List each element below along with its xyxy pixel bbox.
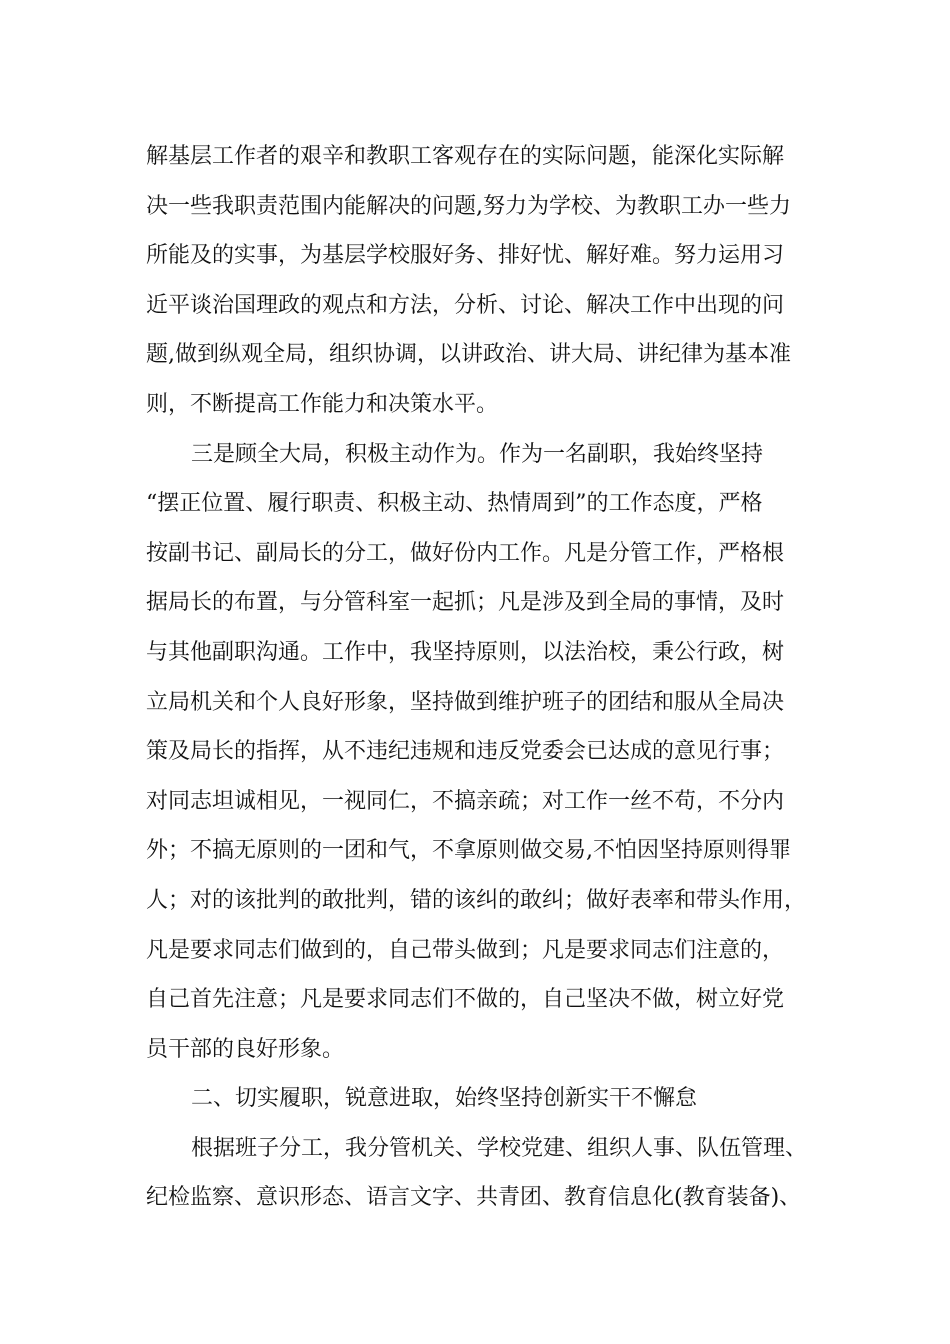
paragraph-first-line: 三是顾全大局，积极主动作为。作为一名副职，我始终坚持 xyxy=(191,441,764,467)
text-line: 凡是要求同志们做到的，自己带头做到；凡是要求同志们注意的， xyxy=(146,937,785,963)
text-line: 自己首先注意；凡是要求同志们不做的，自己坚决不做，树立好党 xyxy=(146,987,785,1013)
text-line: 题,做到纵观全局，组织协调，以讲政治、讲大局、讲纪律为基本准 xyxy=(146,342,791,368)
text-line: 员干部的良好形象。 xyxy=(146,1036,345,1062)
text-line: 外；不搞无原则的一团和气，不拿原则做交易,不怕因坚持原则得罪 xyxy=(146,838,791,864)
text-line: 立局机关和个人良好形象，坚持做到维护班子的团结和服从全局决 xyxy=(146,689,785,715)
text-line: 决一些我职责范围内能解决的问题,努力为学校、为教职工办一些力 xyxy=(146,193,791,219)
text-line: 策及局长的指挥，从不违纪违规和违反党委会已达成的意见行事； xyxy=(146,739,785,765)
document-body xyxy=(146,132,836,1223)
text-line: 解基层工作者的艰辛和教职工客观存在的实际问题，能深化实际解 xyxy=(146,144,785,169)
text-line: “摆正位置、履行职责、积极主动、热情周到”的工作态度，严格 xyxy=(146,491,763,517)
text-line: 按副书记、副局长的分工，做好份内工作。凡是分管工作，严格根 xyxy=(146,540,785,566)
text-line: 则，不断提高工作能力和决策水平。 xyxy=(146,391,499,417)
text-line: 所能及的实事，为基层学校服好务、排好忧、解好难。努力运用习 xyxy=(146,243,785,269)
text-line: 人；对的该批判的敢批判，错的该纠的敢纠；做好表率和带头作用， xyxy=(146,887,807,913)
text-line: 对同志坦诚相见，一视同仁，不搞亲疏；对工作一丝不苟，不分内 xyxy=(146,788,785,814)
text-line: 据局长的布置，与分管科室一起抓；凡是涉及到全局的事情，及时 xyxy=(146,590,785,616)
text-line: 近平谈治国理政的观点和方法，分析、讨论、解决工作中出现的问 xyxy=(146,292,785,318)
section-heading: 二、切实履职，锐意进取，始终坚持创新实干不懈怠 xyxy=(191,1086,698,1112)
paragraph-first-line: 根据班子分工，我分管机关、学校党建、组织人事、队伍管理、 xyxy=(191,1135,808,1161)
text-line: 与其他副职沟通。工作中，我坚持原则，以法治校，秉公行政，树 xyxy=(146,639,785,665)
text-line: 纪检监察、意识形态、语言文字、共青团、教育信息化(教育装备)、 xyxy=(146,1185,802,1211)
